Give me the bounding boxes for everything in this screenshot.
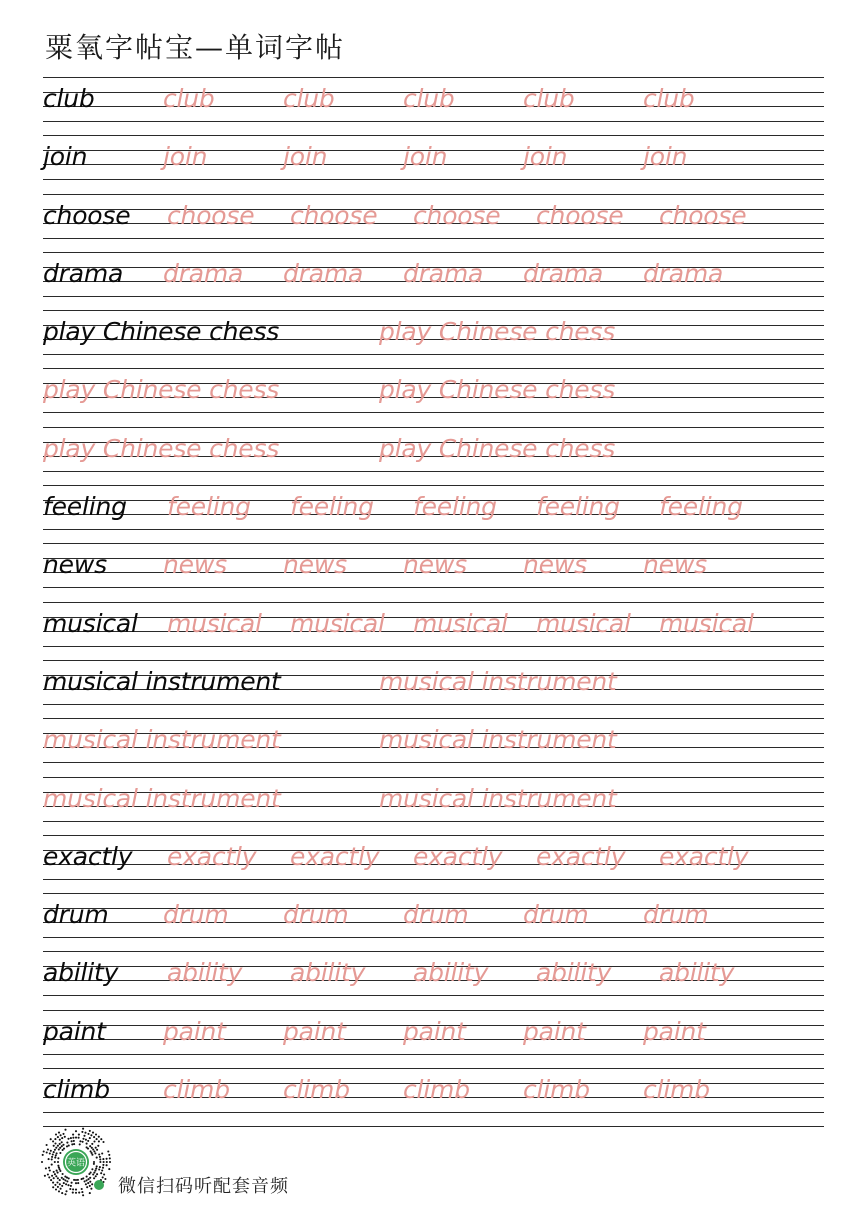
- trace-word: feeling: [167, 492, 251, 522]
- trace-word: choose: [659, 200, 747, 230]
- trace-word: club: [163, 84, 215, 113]
- practice-row: [43, 660, 824, 718]
- trace-word: climb: [403, 1075, 470, 1105]
- trace-word: musical: [167, 608, 262, 638]
- trace-word: paint: [283, 1016, 346, 1046]
- trace-word: musical instrument: [379, 783, 617, 813]
- trace-word: join: [163, 142, 208, 172]
- trace-word: climb: [523, 1075, 590, 1105]
- guide-line: [43, 471, 824, 472]
- guide-line: [43, 821, 824, 822]
- guide-line: [43, 995, 824, 996]
- trace-word: drama: [523, 258, 604, 288]
- trace-word: exactly: [167, 841, 257, 871]
- trace-word: play Chinese chess: [43, 433, 280, 463]
- guide-line: [43, 238, 824, 239]
- qr-logo-text: 英语: [66, 1158, 86, 1169]
- guide-line: [43, 835, 824, 836]
- guide-line: [43, 777, 824, 778]
- trace-word: musical: [659, 608, 754, 638]
- qr-code-icon[interactable]: [40, 1126, 112, 1198]
- guide-line: [43, 310, 824, 311]
- trace-word: join: [403, 142, 448, 172]
- model-word: play Chinese chess: [43, 317, 280, 347]
- trace-word: club: [643, 84, 695, 113]
- trace-word: ability: [659, 958, 735, 988]
- guide-line: [43, 762, 824, 763]
- practice-row: [43, 1010, 824, 1068]
- trace-word: play Chinese chess: [379, 317, 616, 347]
- guide-line: [43, 937, 824, 938]
- trace-word: ability: [167, 958, 243, 988]
- model-word: club: [43, 84, 95, 113]
- practice-row: [43, 543, 824, 601]
- trace-word: play Chinese chess: [43, 375, 280, 405]
- model-word: ability: [43, 958, 119, 988]
- practice-row: [43, 1068, 824, 1126]
- model-word: drama: [43, 258, 124, 288]
- guide-line: [43, 602, 824, 603]
- trace-word: climb: [283, 1075, 350, 1105]
- trace-word: feeling: [290, 492, 374, 522]
- guide-line: [43, 1068, 824, 1069]
- trace-word: exactly: [290, 841, 380, 871]
- footer-text: 微信扫码听配套音频: [118, 1176, 289, 1197]
- practice-row: [43, 135, 824, 193]
- page-title: 粟氧字帖宝—单词字帖: [45, 31, 346, 64]
- practice-row: [43, 310, 824, 368]
- guide-line: [43, 1054, 824, 1055]
- trace-word: feeling: [536, 492, 620, 522]
- model-word: choose: [43, 200, 131, 230]
- practice-row: [43, 252, 824, 310]
- model-word: join: [43, 142, 88, 172]
- guide-line: [43, 529, 824, 530]
- trace-word: paint: [523, 1016, 586, 1046]
- trace-word: drum: [643, 900, 709, 930]
- trace-word: ability: [536, 958, 612, 988]
- guide-line: [43, 368, 824, 369]
- guide-line: [43, 1112, 824, 1113]
- trace-word: choose: [536, 200, 624, 230]
- trace-word: paint: [643, 1016, 706, 1046]
- practice-row: [43, 718, 824, 776]
- guide-line: [43, 704, 824, 705]
- trace-word: drama: [283, 258, 364, 288]
- guide-line: [43, 951, 824, 952]
- trace-word: musical instrument: [379, 666, 617, 696]
- practice-row: [43, 77, 824, 135]
- trace-word: musical: [413, 608, 508, 638]
- guide-line: [43, 879, 824, 880]
- trace-word: join: [283, 142, 328, 172]
- trace-word: feeling: [413, 492, 497, 522]
- trace-word: ability: [413, 958, 489, 988]
- trace-word: drum: [163, 900, 229, 930]
- trace-word: paint: [403, 1016, 466, 1046]
- model-word: climb: [43, 1075, 110, 1105]
- model-word: musical: [43, 608, 138, 638]
- model-word: news: [43, 550, 107, 580]
- guide-line: [43, 412, 824, 413]
- trace-word: climb: [643, 1075, 710, 1105]
- model-word: exactly: [43, 841, 133, 871]
- trace-word: join: [643, 142, 688, 172]
- trace-word: musical instrument: [43, 783, 281, 813]
- trace-word: musical instrument: [379, 725, 617, 755]
- practice-row: [43, 777, 824, 835]
- trace-word: exactly: [413, 841, 503, 871]
- trace-word: musical: [290, 608, 385, 638]
- trace-word: join: [523, 142, 568, 172]
- guide-line: [43, 121, 824, 122]
- guide-line: [43, 718, 824, 719]
- trace-word: climb: [163, 1075, 230, 1105]
- practice-row: [43, 951, 824, 1009]
- trace-word: exactly: [536, 841, 626, 871]
- practice-row: [43, 194, 824, 252]
- trace-word: news: [163, 550, 227, 580]
- trace-word: drama: [163, 258, 244, 288]
- trace-word: drum: [523, 900, 589, 930]
- model-word: drum: [43, 900, 109, 930]
- trace-word: choose: [290, 200, 378, 230]
- trace-word: exactly: [659, 841, 749, 871]
- trace-word: club: [403, 84, 455, 113]
- practice-row: [43, 368, 824, 426]
- trace-word: news: [403, 550, 467, 580]
- guide-line: [43, 543, 824, 544]
- guide-line: [43, 296, 824, 297]
- trace-word: drama: [643, 258, 724, 288]
- trace-word: ability: [290, 958, 366, 988]
- trace-word: feeling: [659, 492, 743, 522]
- trace-word: news: [283, 550, 347, 580]
- practice-row: [43, 427, 824, 485]
- guide-line: [43, 660, 824, 661]
- footer: [40, 1126, 440, 1198]
- trace-word: play Chinese chess: [379, 375, 616, 405]
- trace-word: news: [523, 550, 587, 580]
- guide-line: [43, 135, 824, 136]
- trace-word: drum: [403, 900, 469, 930]
- model-word: paint: [43, 1016, 106, 1046]
- guide-line: [43, 485, 824, 486]
- guide-line: [43, 587, 824, 588]
- guide-line: [43, 354, 824, 355]
- practice-row: [43, 602, 824, 660]
- trace-word: musical: [536, 608, 631, 638]
- trace-word: musical instrument: [43, 725, 281, 755]
- guide-line: [43, 179, 824, 180]
- practice-row: [43, 835, 824, 893]
- trace-word: news: [643, 550, 707, 580]
- guide-line: [43, 646, 824, 647]
- guide-line: [43, 427, 824, 428]
- trace-word: choose: [413, 200, 501, 230]
- practice-sheet: [43, 77, 824, 1127]
- trace-word: drama: [403, 258, 484, 288]
- trace-word: club: [523, 84, 575, 113]
- guide-line: [43, 252, 824, 253]
- trace-word: choose: [167, 200, 255, 230]
- trace-word: drum: [283, 900, 349, 930]
- trace-word: paint: [163, 1016, 226, 1046]
- practice-row: [43, 485, 824, 543]
- model-word: musical instrument: [43, 666, 281, 696]
- guide-line: [43, 893, 824, 894]
- guide-line: [43, 77, 824, 78]
- guide-line: [43, 1010, 824, 1011]
- guide-line: [43, 194, 824, 195]
- trace-word: club: [283, 84, 335, 113]
- trace-word: play Chinese chess: [379, 433, 616, 463]
- model-word: feeling: [43, 492, 127, 522]
- practice-row: [43, 893, 824, 951]
